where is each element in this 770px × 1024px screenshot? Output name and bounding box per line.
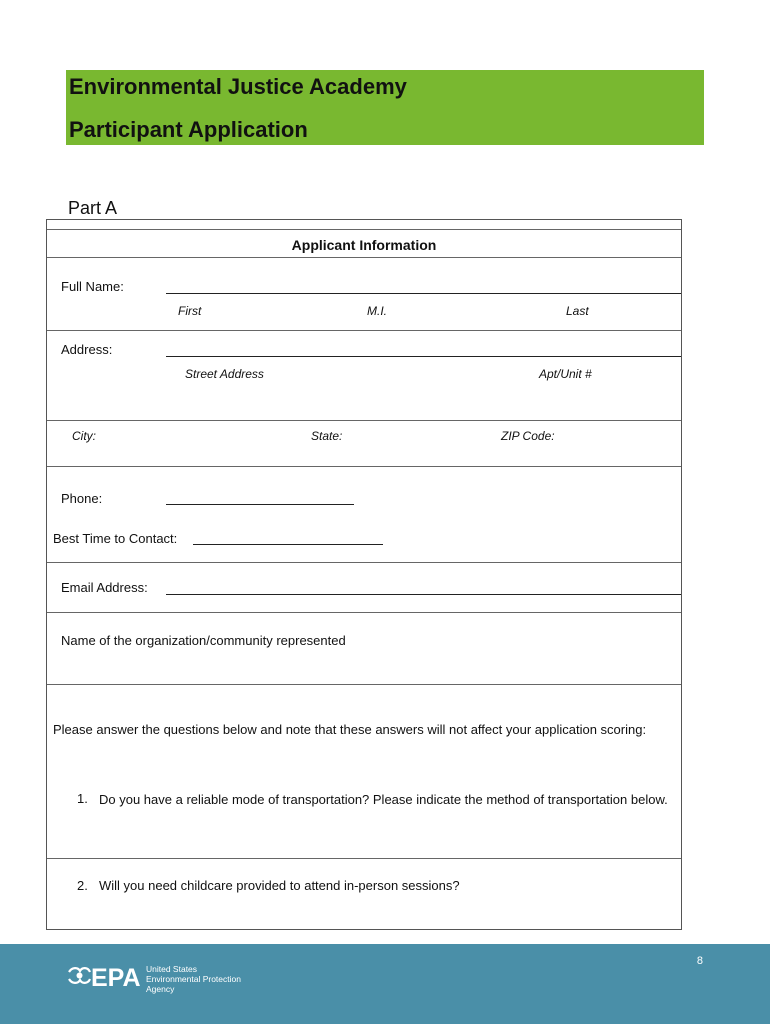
city-field[interactable]: City: (72, 429, 96, 443)
middle-initial-caption: M.I. (367, 304, 387, 318)
document-title: Environmental Justice Academy (69, 74, 407, 99)
address-field[interactable] (166, 356, 681, 357)
best-time-field[interactable] (193, 544, 383, 545)
section-title: Applicant Information (291, 237, 437, 253)
divider (47, 612, 681, 613)
question-2-text: Will you need childcare provided to attend in-person sessions? (99, 878, 460, 893)
first-name-caption: First (178, 304, 202, 318)
divider (47, 562, 681, 563)
epa-logo (66, 961, 146, 991)
divider (47, 229, 681, 230)
last-name-caption: Last (566, 304, 589, 318)
applicant-form-table (46, 219, 682, 930)
divider (47, 420, 681, 421)
part-label: Part A (68, 198, 118, 218)
questions-intro: Please answer the questions below and note that these answers will not affect your application scoring: (53, 722, 647, 737)
page-footer (0, 944, 770, 1024)
divider (47, 257, 681, 258)
full-name-label: Full Name: (61, 279, 124, 294)
question-number: 2. (77, 878, 88, 893)
document-subtitle: Participant Application (69, 117, 308, 142)
email-field[interactable] (166, 594, 681, 595)
divider (47, 858, 681, 859)
agency-name: United States Environmental Protection Agency (146, 964, 241, 994)
street-address-caption: Street Address (185, 367, 264, 381)
zip-code-field[interactable]: ZIP Code: (501, 429, 555, 443)
phone-field[interactable] (166, 504, 354, 505)
apt-unit-caption: Apt/Unit # (539, 367, 592, 381)
divider (47, 330, 681, 331)
best-time-label: Best Time to Contact: (53, 531, 178, 546)
page-number: 8 (696, 955, 703, 967)
question-number: 1. (77, 791, 88, 806)
email-label: Email Address: (61, 580, 148, 595)
divider (47, 466, 681, 467)
epa-logo-text: EPA (91, 964, 141, 991)
title-banner (66, 70, 704, 145)
organization-label: Name of the organization/community represented (61, 633, 346, 648)
full-name-field[interactable] (166, 293, 681, 294)
divider (47, 684, 681, 685)
address-label: Address: (61, 342, 113, 357)
question-1-text: Do you have a reliable mode of transportation? Please indicate the method of transportation below. (99, 792, 668, 807)
state-field[interactable]: State: (311, 429, 343, 443)
phone-label: Phone: (61, 491, 103, 506)
